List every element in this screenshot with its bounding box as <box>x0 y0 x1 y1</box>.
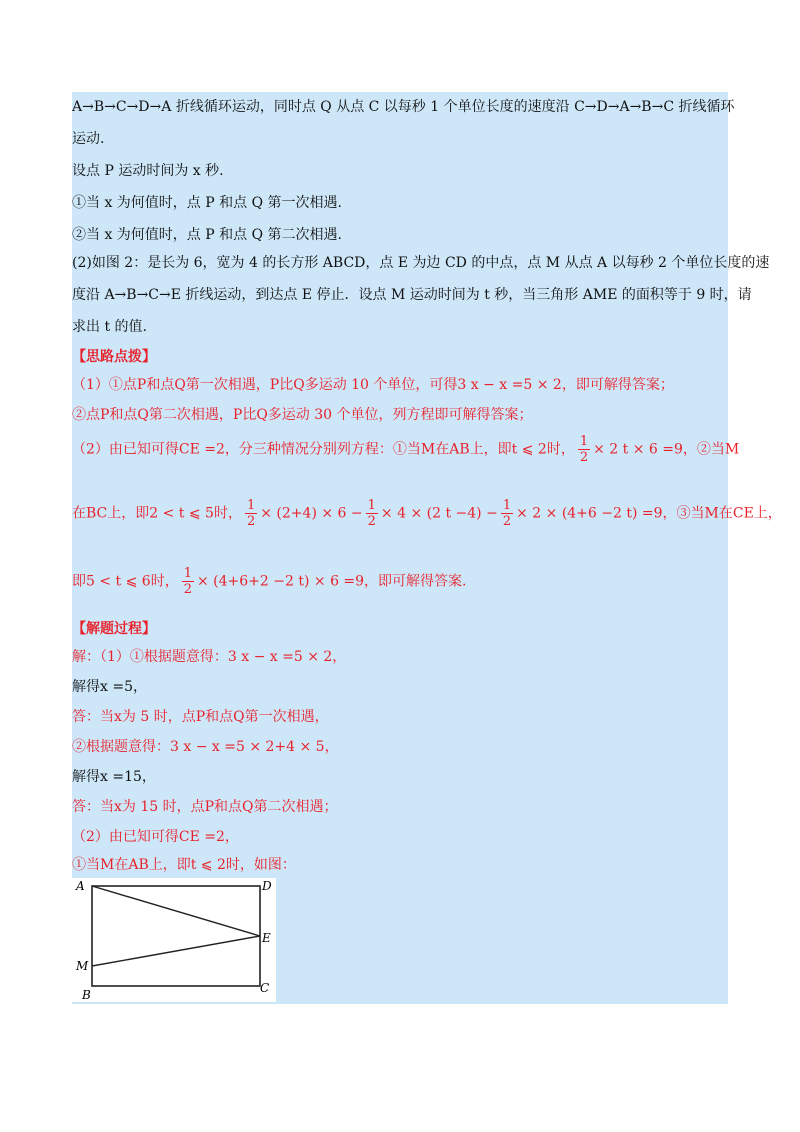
point-label-e: E <box>262 931 271 945</box>
fraction-denominator: 2 <box>367 514 376 529</box>
vertex-label-b: B <box>82 988 91 1002</box>
problem-line-4: ①当 x 为何值时，点 P 和点 Q 第一次相遇. <box>72 195 342 211</box>
problem-line-8: 求出 t 的值. <box>72 319 147 335</box>
solution-line-2: 解得x =5， <box>72 679 147 695</box>
fraction-denominator: 2 <box>579 450 589 465</box>
fraction-half <box>366 498 378 529</box>
hint-line-5-tail: × (4+6+2 −2 t) × 6 =9，即可解得答案. <box>196 573 467 590</box>
point-label-m: M <box>76 959 89 973</box>
fraction-half <box>578 434 590 465</box>
fraction-denominator: 2 <box>183 582 192 597</box>
hint-heading: 【思路点拨】 <box>72 349 156 365</box>
hint-line-2: ②点P和点Q第二次相遇，P比Q多运动 30 个单位，列方程即可解得答案； <box>72 407 533 423</box>
rectangle-figure <box>72 878 276 1002</box>
solution-line-7: （2）由已知可得CE =2， <box>72 829 239 845</box>
fraction-numerator: 1 <box>502 498 512 513</box>
vertex-label-a: A <box>76 879 85 893</box>
segment-me <box>92 936 260 966</box>
fraction-half <box>245 498 257 529</box>
hint-line-4-text: 在BC上，即2 < t ⩽ 5时， <box>72 505 242 522</box>
problem-panel <box>72 92 782 1004</box>
solution-line-5: 解得x =15， <box>72 769 156 785</box>
hint-line-4-part-c: × 4 × (2 t −4) − <box>380 505 498 522</box>
vertex-label-c: C <box>260 981 270 995</box>
problem-line-7: 度沿 A→B→C→E 折线运动，到达点 E 停止．设点 M 运动时间为 t 秒，当三角形 AME 的面积等于 9 时，请 <box>72 287 752 303</box>
hint-line-4-part-d: × 2 × (4+6 −2 t) =9，③当M在CE上， <box>516 505 782 522</box>
fraction-numerator: 1 <box>579 434 589 449</box>
hint-line-5-text: 即5 < t ⩽ 6时， <box>72 573 179 590</box>
problem-line-5: ②当 x 为何值时，点 P 和点 Q 第二次相遇. <box>72 227 342 243</box>
solution-heading: 【解题过程】 <box>72 621 156 637</box>
fraction-denominator: 2 <box>502 514 512 529</box>
hint-line-4-part-b: × (2+4) × 6 − <box>260 505 363 522</box>
solution-line-6: 答：当x为 15 时，点P和点Q第二次相遇； <box>72 799 338 815</box>
hint-line-4 <box>72 498 782 529</box>
fraction-half <box>182 566 194 597</box>
vertex-label-d: D <box>262 879 272 893</box>
problem-line-1: A→B→C→D→A 折线循环运动，同时点 Q 从点 C 以每秒 1 个单位长度的速度沿 C→D→A→B→C 折线循环 <box>72 99 735 115</box>
fraction-numerator: 1 <box>367 498 376 513</box>
fraction-numerator: 1 <box>183 566 192 581</box>
problem-line-3: 设点 P 运动时间为 x 秒. <box>72 163 224 179</box>
solution-line-8: ①当M在AB上，即t ⩽ 2时，如图： <box>72 857 296 873</box>
hint-line-5 <box>72 566 467 597</box>
problem-line-6: (2)如图 2：是长为 6，宽为 4 的长方形 ABCD，点 E 为边 CD 的中点，点 M 从点 A 以每秒 2 个单位长度的速 <box>72 255 770 271</box>
solution-line-4: ②根据题意得：3 x − x =5 × 2+4 × 5， <box>72 739 339 755</box>
fraction-numerator: 1 <box>246 498 256 513</box>
segment-ae <box>92 886 260 936</box>
fraction-denominator: 2 <box>246 514 256 529</box>
hint-line-3-tail: × 2 t × 6 =9，②当M <box>593 441 740 458</box>
solution-line-3: 答：当x为 5 时，点P和点Q第一次相遇， <box>72 709 329 725</box>
hint-line-3-text: （2）由已知可得CE =2，分三种情况分别列方程：①当M在AB上，即t ⩽ 2时， <box>72 441 575 458</box>
fraction-half <box>501 498 513 529</box>
hint-line-1: （1）①点P和点Q第一次相遇，P比Q多运动 10 个单位，可得3 x − x =5 × 2，即可解得答案； <box>72 377 674 393</box>
solution-line-1: 解：（1）①根据题意得：3 x − x =5 × 2， <box>72 649 347 665</box>
problem-line-2: 运动. <box>72 131 105 147</box>
rectangle-abcd <box>92 886 260 986</box>
hint-line-3 <box>72 434 739 465</box>
